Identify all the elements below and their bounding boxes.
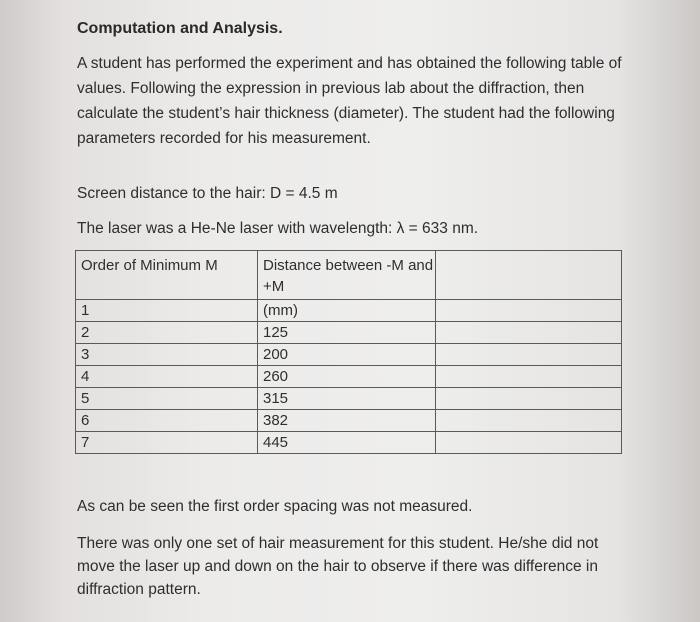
first-order-note: As can be seen the first order spacing was not measured.: [77, 498, 473, 515]
laser-wavelength-line: The laser was a He-Ne laser with wavelength: λ = 633 nm.: [77, 220, 479, 237]
table-row: [76, 344, 622, 366]
table-cell: 200: [258, 344, 436, 366]
table-row: [76, 388, 622, 410]
table-cell: (mm): [258, 300, 436, 322]
table-header-row: [76, 251, 622, 300]
measurement-table: [75, 250, 622, 454]
intro-paragraph: A student has performed the experiment and has obtained the following table of values. Following the expression in previous lab about the diffraction, then calculate the student’s hair thickness (diameter). The student had the following parameters recorded for his measurement.: [77, 55, 622, 147]
table-header-cell: Distance between -M and +M: [258, 251, 436, 300]
table-header-cell: Order of Minimum M: [76, 251, 258, 300]
table-row: [76, 366, 622, 388]
table-cell: 2: [76, 322, 258, 344]
table-row: [76, 322, 622, 344]
table-cell: 260: [258, 366, 436, 388]
table-row: [76, 300, 622, 322]
table-cell: [436, 388, 622, 410]
table-cell: 7: [76, 432, 258, 454]
table-cell: 125: [258, 322, 436, 344]
table-cell: [436, 410, 622, 432]
screen-distance-line: Screen distance to the hair: D = 4.5 m: [77, 185, 338, 202]
table-cell: 382: [258, 410, 436, 432]
table-cell: 4: [76, 366, 258, 388]
table-header-cell: [436, 251, 622, 300]
table-cell: [436, 432, 622, 454]
table-cell: 315: [258, 388, 436, 410]
section-heading: Computation and Analysis.: [77, 20, 283, 37]
table-row: [76, 410, 622, 432]
measurement-note: There was only one set of hair measurement for this student. He/she did not move the laser up and down on the hair to observe if there was difference in diffraction pattern.: [77, 535, 599, 598]
table-cell: 5: [76, 388, 258, 410]
table-cell: [436, 322, 622, 344]
table-cell: [436, 344, 622, 366]
table-cell: 6: [76, 410, 258, 432]
table-cell: 445: [258, 432, 436, 454]
table-cell: 3: [76, 344, 258, 366]
table-cell: [436, 300, 622, 322]
table-cell: 1: [76, 300, 258, 322]
table-cell: [436, 366, 622, 388]
table-row: [76, 432, 622, 454]
